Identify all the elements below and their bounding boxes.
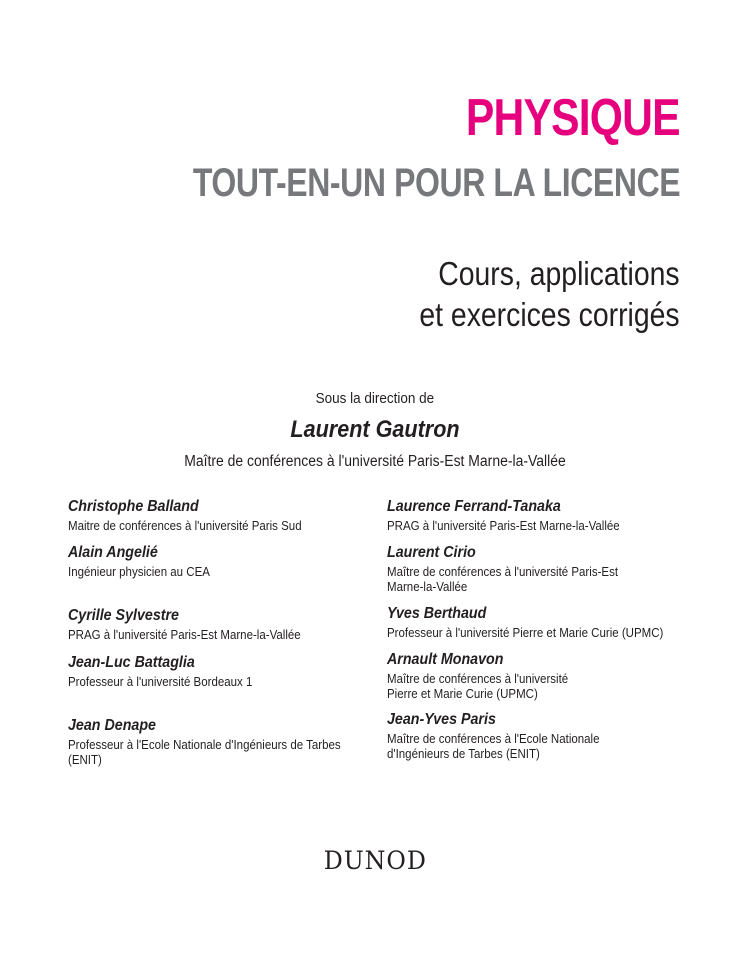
direction-label: Sous la direction de [315,390,435,407]
subtitle-line-2: et exercices corrigés [419,296,680,333]
author-entry [387,497,707,534]
author-role: PRAG à l'université Paris-Est Marne-la-Vallée [68,628,301,642]
author-entry [68,543,388,580]
author-entry [68,653,388,690]
author-role: Ingénieur physicien au CEA [68,565,210,579]
director-role: Maître de conférences à l'université Paris-Est Marne-la-Vallée [184,453,566,470]
book-title: PHYSIQUE [466,89,680,147]
author-name: Jean Denape [68,717,156,734]
author-name: Arnault Monavon [387,651,504,668]
author-name: Christophe Balland [68,498,199,515]
author-name: Jean-Luc Battaglia [68,654,195,671]
author-entry [387,650,707,702]
author-entry [387,543,707,595]
author-name: Jean-Yves Paris [387,711,496,728]
author-role: PRAG à l'université Paris-Est Marne-la-Vallée [387,519,620,533]
author-role: Professeur à l'université Pierre et Marie Curie (UPMC) [387,626,664,640]
author-role: Professeur à l'Ecole Nationale d'Ingénieurs de Tarbes (ENIT) [68,738,341,767]
author-role: Professeur à l'université Bordeaux 1 [68,675,253,689]
author-name: Alain Angelié [68,544,158,561]
author-name: Laurence Ferrand-Tanaka [387,498,561,515]
author-role: Maître de conférences à l'université Pierre et Marie Curie (UPMC) [387,672,569,701]
author-entry [387,604,707,641]
author-role: Maitre de conférences à l'université Paris Sud [68,519,302,533]
book-series: TOUT-EN-UN POUR LA LICENCE [192,161,680,205]
author-role: Maître de conférences à l'université Paris-Est Marne-la-Vallée [387,565,619,594]
author-entry [68,497,388,534]
author-entry [387,710,707,762]
subtitle-line-1: Cours, applications [438,255,680,292]
author-role: Maître de conférences à l'Ecole Nationale d'Ingénieurs de Tarbes (ENIT) [387,732,600,761]
author-entry [68,606,388,643]
director-name: Laurent Gautron [290,416,460,443]
author-name: Laurent Cirio [387,544,476,561]
publisher-logo: DUNOD [323,846,427,875]
author-entry [68,716,388,768]
book-subtitle [420,253,680,335]
author-name: Yves Berthaud [387,605,487,622]
author-name: Cyrille Sylvestre [68,607,179,624]
